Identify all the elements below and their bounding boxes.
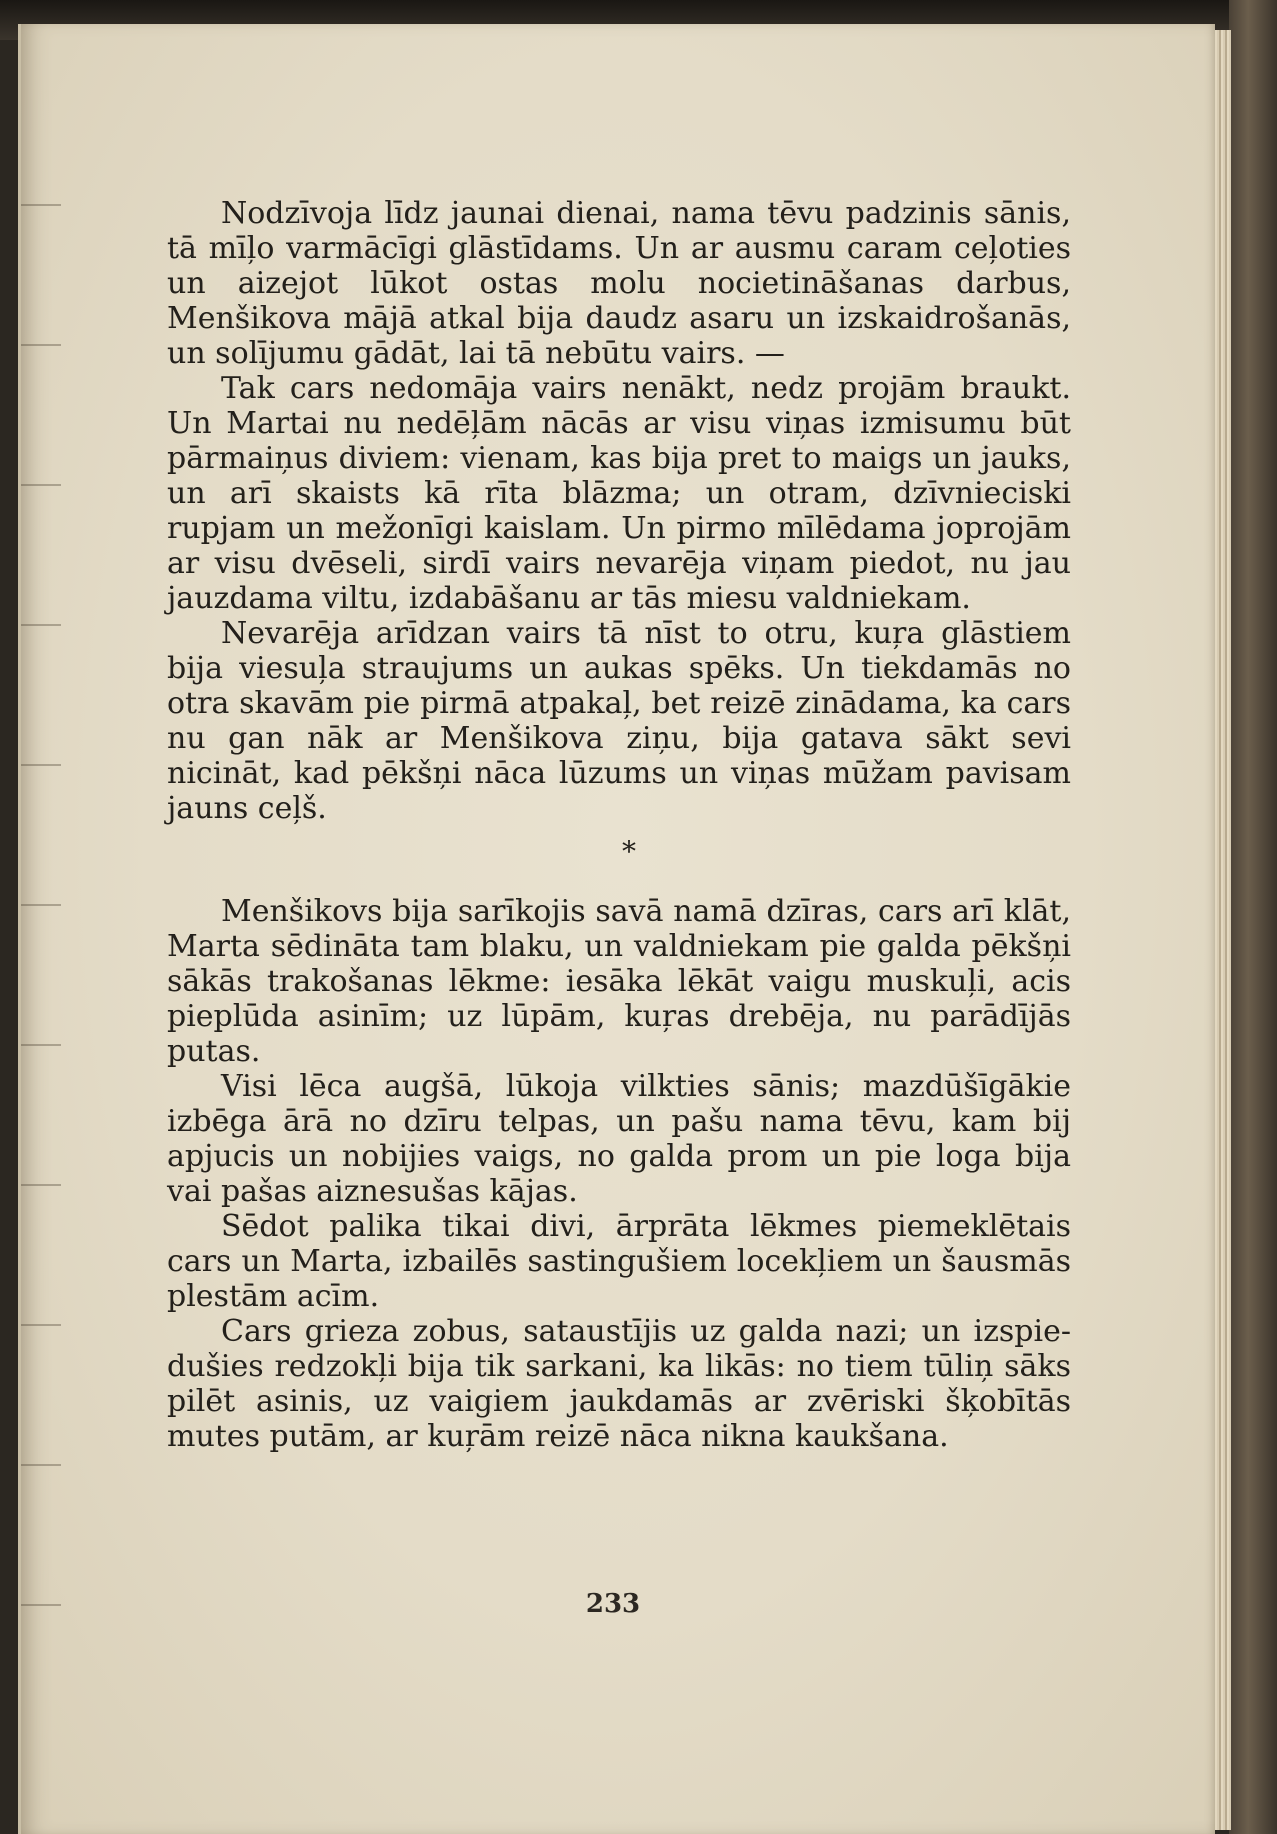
paragraph: Sēdot palika tikai divi, ārprāta lēkmes piemeklētais cars un Marta, izbailēs sastingušiem locekļiem un šausmās plestām acīm. [167,1209,1071,1314]
paragraph: Menšikovs bija sarīkojis savā namā dzīras, cars arī klāt, Marta sēdināta tam blaku, un valdniekam pie galda pēkšņi sākās trakošanas lēkme: iesāka lēkāt vaigu muskuļi, acis pieplūda asinīm; uz lūpām, kuŗas drebēja, nu parādījās putas. [167,894,1071,1069]
section-break-asterisk: * [622,835,636,868]
paragraph: Tak cars nedomāja vairs nenākt, nedz projām braukt. Un Martai nu nedēļām nācās ar visu viņas izmisumu būt pārmaiņus diviem: vienam, kas bija pret to maigs un jauks, un arī skaists kā rīta blāzma; un otram, dzīvnieciski rupjam un mežonīgi kaislam. Un pirmo mīlēdama joprojām ar visu dvēseli, sirdī vairs nevarēja viņam piedot, nu jau jauzdama viltu, izdabāšanu ar tās miesu valdniekam. [167,371,1071,616]
page-number: 233 [585,1589,641,1619]
paragraph: Visi lēca augšā, lūkoja vilkties sānis; mazdūšīgākie izbēga ārā no dzīru telpas, un pašu nama tēvu, kam bij apjucis un nobijies vaigs, no galda prom un pie loga bija vai pašas aiznesušas kājas. [167,1069,1071,1209]
gutter-shadow [21,144,61,1644]
body-text [167,196,1071,1454]
paragraph: Nodzīvoja līdz jaunai dienai, nama tēvu padzinis sānis, tā mīļo varmācīgi glāstīdams. Un ar ausmu caram ceļoties un aizejot lūkot ostas molu nocietināšanas darbus, Menšikova mājā atkal bija daudz asaru un izskaidrošanās, un solījumu gādāt, lai tā nebūtu vairs. — [167,196,1071,371]
paragraph: Cars grieza zobus, sataustījis uz galda nazi; un izspiedušies redzokļi bija tik sarkani, ka likās: no tiem tūliņ sāks pilēt asinis, uz vaigiem jaukdamās ar zvēriski šķobītās mutes putām, ar kuŗām reizē nāca nikna kaukšana. [167,1314,1071,1454]
book-cover-edge [1229,0,1277,1834]
book-page [18,24,1215,1834]
paragraph: Nevarēja arīdzan vairs tā nīst to otru, kuŗa glāstiem bija viesuļa straujums un aukas spēks. Un tiekdamās no otra skavām pie pirmā atpakaļ, bet reizē zinādama, ka cars nu gan nāk ar Menšikova ziņu, bija gatava sākt sevi nicināt, kad pēkšņi nāca lūzums un viņas mūžam pavisam jauns ceļš. [167,616,1071,826]
